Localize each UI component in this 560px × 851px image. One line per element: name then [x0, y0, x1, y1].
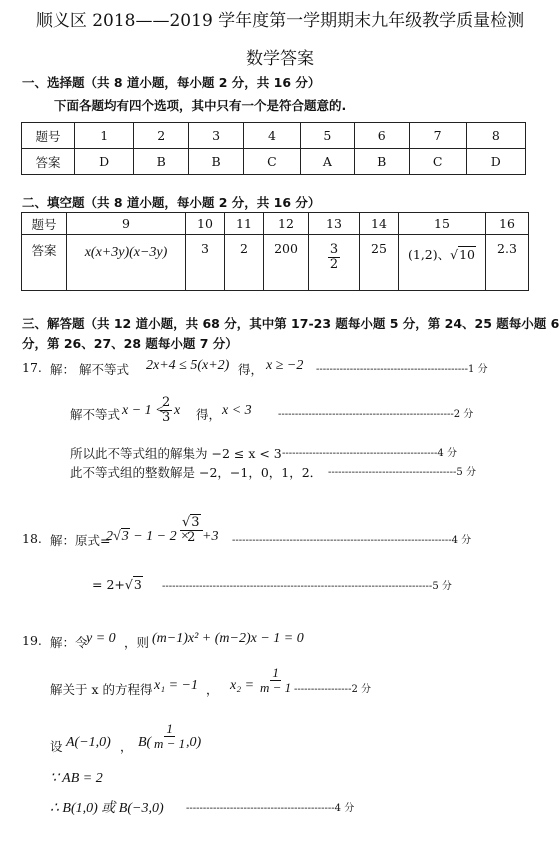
- q17-score-2: ----------------------------------------------------2 分: [278, 409, 474, 420]
- fraction: $\frac{3}{2}$: [329, 242, 339, 272]
- fill-answer-table: [21, 212, 529, 291]
- choice-a3: B: [189, 149, 244, 175]
- q17-score-4: ----------------------------------------------4 分: [282, 448, 457, 459]
- choice-q8: 8: [466, 123, 525, 149]
- q17-integer-solutions: 此不等式组的整数解是 −2，−1，0，1，2．: [70, 465, 323, 480]
- q19-mid: ，则: [124, 635, 150, 650]
- fill-a11: 2: [225, 235, 264, 291]
- choice-a5: A: [300, 149, 354, 175]
- q19-point-sep: ，: [120, 739, 133, 754]
- q18-expression-a: 2√3 − 1 − 2 ×: [106, 529, 190, 544]
- q19-equation: (m−1)x² + (m−2)x − 1 = 0: [152, 631, 304, 646]
- q19-solve-text: 解关于 x 的方程得: [50, 682, 153, 697]
- choice-q7: 7: [409, 123, 466, 149]
- fill-q9: 9: [67, 213, 186, 235]
- q19-therefore: ∴ B(1,0) 或 B(−3,0): [50, 801, 164, 816]
- fill-a13: [309, 235, 360, 291]
- q17-step1-inequality: 2x+4 ≤ 5(x+2): [146, 358, 230, 373]
- q18-score-4: -----------------------------------------------------------------4 分: [232, 535, 472, 546]
- q17-score-1: ---------------------------------------------1 分: [316, 364, 488, 375]
- q17-number: 17.: [22, 360, 42, 375]
- choice-a2: B: [134, 149, 189, 175]
- section3-heading-line1: 三、解答题（共 12 道小题，共 68 分，其中第 17-23 题每小题 5 分，第 24、25 题每小题 6: [22, 316, 560, 331]
- q18-score-5: --------------------------------------------------------------------------------5 分: [162, 581, 452, 592]
- q19-point-a: A(−1,0): [66, 735, 111, 750]
- q17-step1-result: x ≥ −2: [266, 358, 304, 373]
- choice-q2: 2: [134, 123, 189, 149]
- q19-let-text: 设: [50, 739, 63, 754]
- fill-a12: 200: [264, 235, 309, 291]
- q18-fraction: $\frac{√3}{2}$: [180, 516, 203, 544]
- q17-score-5: --------------------------------------5 分: [328, 467, 476, 478]
- q19-score-4: --------------------------------------------4 分: [186, 803, 355, 814]
- fill-q11: 11: [225, 213, 264, 235]
- choice-q3: 3: [189, 123, 244, 149]
- q18-result: = 2+√3: [92, 577, 142, 592]
- choice-q5: 5: [300, 123, 354, 149]
- q17-step2-ineq-a: x − 1 <: [122, 403, 165, 418]
- choice-a6: B: [354, 149, 409, 175]
- q19-root2-fraction: $\frac{1}{m - 1}$: [260, 665, 292, 695]
- q19-number: 19.: [22, 633, 42, 648]
- table-row-head-answer: 答案: [22, 235, 67, 291]
- q18-text: 解：原式=: [50, 533, 111, 548]
- table-row-head-answer: 答案: [22, 149, 75, 175]
- fill-a14: 25: [360, 235, 399, 291]
- q17-step2-mid: 得，: [196, 407, 222, 422]
- page-title: 顺义区 2018——2019 学年度第一学期期末九年级教学质量检测: [35, 11, 525, 31]
- fill-a15: (1,2)、√10: [399, 235, 486, 291]
- q17-step1-text: 解： 解不等式: [50, 362, 129, 377]
- section2-heading: 二、填空题（共 8 道小题，每小题 2 分，共 16 分）: [22, 195, 321, 210]
- q19-point-b-close: ,0): [186, 735, 202, 750]
- q17-step2-fraction: $\frac{2}{3}$: [162, 395, 171, 425]
- q19-root1: x₁ = −1: [154, 678, 198, 693]
- q17-solution-set: 所以此不等式组的解集为 −2 ≤ x < 3: [70, 446, 282, 461]
- choice-q4: 4: [243, 123, 300, 149]
- section1-note: 下面各题均有四个选项，其中只有一个是符合题意的.: [54, 98, 347, 113]
- q19-score-2: -----------------2 分: [294, 684, 371, 695]
- fill-q10: 10: [186, 213, 225, 235]
- choice-a1: D: [75, 149, 134, 175]
- q19-text: 解：令: [50, 635, 88, 650]
- fill-q15: 15: [399, 213, 486, 235]
- choice-a7: C: [409, 149, 466, 175]
- choice-a8: D: [466, 149, 525, 175]
- table-row-head-question: 题号: [22, 123, 75, 149]
- q19-because: ∵ AB = 2: [50, 771, 103, 786]
- choice-q1: 1: [75, 123, 134, 149]
- fill-a9: x(x+3y)(x−3y): [67, 235, 186, 291]
- section3-heading-line2: 分，第 26、27、28 题每小题 7 分）: [22, 336, 238, 351]
- q17-step1-mid: 得，: [238, 362, 264, 377]
- choice-q6: 6: [354, 123, 409, 149]
- q17-step2-text: 解不等式: [70, 407, 121, 422]
- fill-a10: 3: [186, 235, 225, 291]
- fill-q13: 13: [309, 213, 360, 235]
- fill-a16: 2.3: [486, 235, 529, 291]
- choice-answer-table: [21, 122, 526, 175]
- fill-q12: 12: [264, 213, 309, 235]
- q19-sep: ，: [206, 682, 219, 697]
- section1-heading: 一、选择题（共 8 道小题，每小题 2 分，共 16 分）: [22, 75, 321, 90]
- q18-number: 18.: [22, 531, 42, 546]
- q19-root2-label: x₂ =: [230, 678, 255, 693]
- fill-q16: 16: [486, 213, 529, 235]
- q19-point-b-open: B(: [138, 735, 152, 750]
- q19-let-y: y = 0: [86, 631, 116, 646]
- q17-step2-result: x < 3: [222, 403, 252, 418]
- table-row-head-question: 题号: [22, 213, 67, 235]
- fill-q14: 14: [360, 213, 399, 235]
- q18-expression-c: +3: [202, 529, 219, 544]
- q19-point-b-fraction: $\frac{1}{m - 1}$: [154, 721, 186, 751]
- choice-a4: C: [243, 149, 300, 175]
- page-subtitle: 数学答案: [246, 49, 314, 69]
- q17-step2-ineq-b: x: [174, 403, 181, 418]
